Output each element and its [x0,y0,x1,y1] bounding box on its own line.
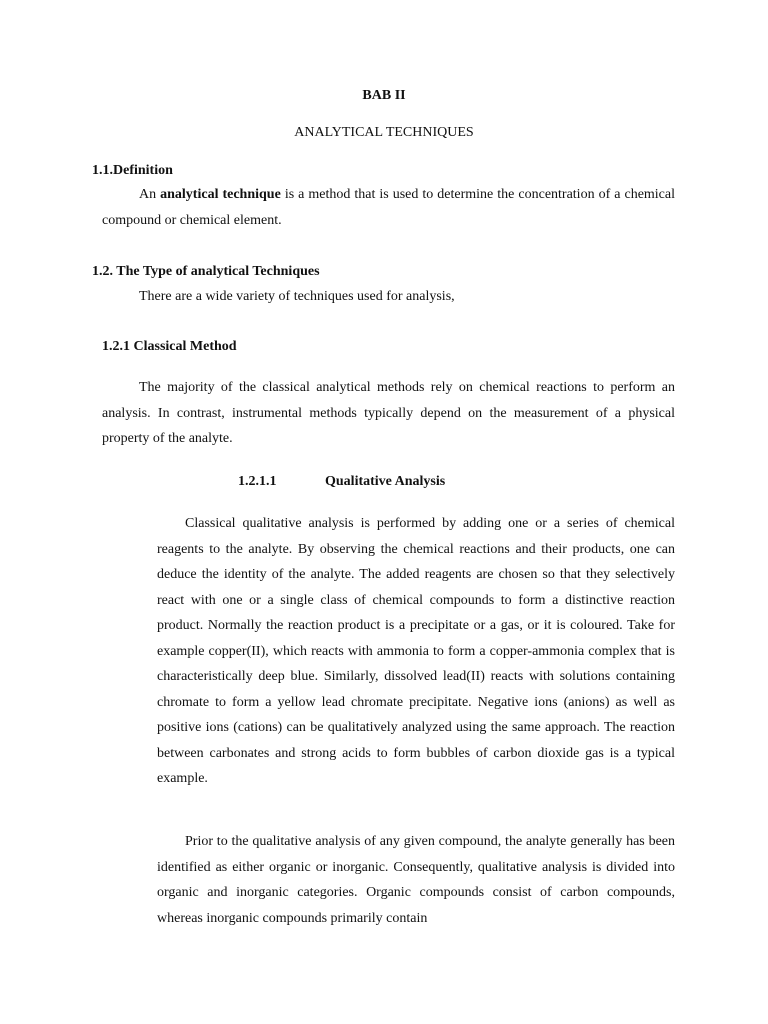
section-number-1-2-1-1: 1.2.1.1 [238,474,277,489]
document-title: ANALYTICAL TECHNIQUES [294,125,474,140]
qualitative-paragraph-1 [157,511,675,792]
qualitative-paragraph-2-text: Prior to the qualitative analysis of any given compound, the analyte generally has been identified as either organic or inorganic. Consequently, qualitative analysis is divided into organic and inorganic categories. Organic compounds consist of carbon compounds, whereas inorganic compounds primarily contain [157,834,675,926]
chapter-label: BAB II [362,88,406,103]
qualitative-paragraph-2 [157,829,675,931]
classical-method-paragraph [102,375,675,452]
section-heading-1-2: 1.2. The Type of analytical Techniques [92,264,320,279]
section-heading-qualitative-analysis: Qualitative Analysis [325,474,446,489]
qualitative-paragraph-1-text: Classical qualitative analysis is performed by adding one or a series of chemical reagents to the analyte. By observing the chemical reactions and their products, one can deduce the identity of the analyte. The added reagents are chosen so that they selectively react with one or a single class of chemical compounds to form a distinctive reaction product. Normally the reaction product is a precipitate or a gas, or it is coloured. Take for example copper(II), which reacts with ammonia to form a copper-ammonia complex that is characteristically deep blue. Similarly, dissolved lead(II) reacts with solutions containing chromate to form a yellow lead chromate precipitate. Negative ions (anions) as well as positive ions (cations) can be qualitatively analyzed using the same approach. The reaction between carbonates and strong acids to form bubbles of carbon dioxide gas is a typical example. [157,516,675,786]
types-paragraph: There are a wide variety of techniques used for analysis, [139,289,455,304]
definition-prefix: An [139,187,161,202]
definition-rest: is a method that is used to determine the concentration of a chemical compound or chemical element. [102,187,675,228]
classical-method-text: The majority of the classical analytical methods rely on chemical reactions to perform an analysis. In contrast, instrumental methods typically depend on the measurement of a physical property of the analyte. [102,380,675,446]
definition-paragraph [102,182,675,233]
definition-term: analytical technique [160,187,281,202]
section-heading-1-1: 1.1.Definition [92,163,173,178]
section-heading-1-2-1: 1.2.1 Classical Method [102,339,237,354]
